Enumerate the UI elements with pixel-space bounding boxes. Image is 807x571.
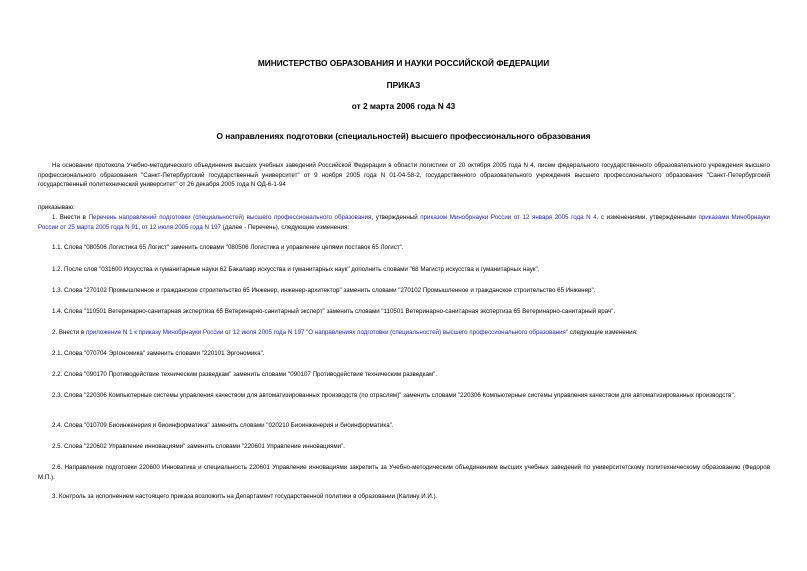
item-2-text-1: 2. Внести в	[52, 329, 86, 336]
item-2-2-paragraph: 2.2. Слова "090170 Противодействие техническим разведкам" заменить словами "090107 Противодействие техническим разведкам".	[52, 371, 438, 378]
item-1-text-3: , с изменениями, утвержденными	[596, 214, 699, 221]
item-2-3-paragraph: 2.3. Слова "220306 Компьютерные системы управления качеством для автоматизированных производств (по отраслям)" заменить словами "220306 Компьютерные системы управления качеством для автоматизированных производств".	[52, 392, 736, 399]
order-2005-n197-link[interactable]: от 12 июля 2005 года N 197	[141, 223, 221, 231]
preamble-paragraph: На основании протокола Учебно-методического объединения высших учебных заведений Российской Федерации в области логистики от 20 октября 2005 года N 4, писем федерального государственного образовательного учреждения высшего профессионального образования "Санкт-Петербургский государственный университет" от 9 ноября 2005 года N 01-04-58-2, государственного образовательного учреждения высшего профессионального образования "Санкт-Петербургский государственный политехнический университет" от 26 декабря 2005 года N ОД-6-1-94	[38, 162, 770, 188]
item-1-text-5: (далее - Перечень), следующие изменения:	[221, 223, 350, 231]
order-2005-n4-link[interactable]: приказом Минобрнауки России от 12 января 2005 года N 4	[420, 214, 597, 221]
order-word: приказываю:	[38, 204, 75, 211]
item-2-paragraph	[38, 328, 770, 338]
item-2-1-paragraph: 2.1. Слова "070704 Эргономика" заменить словами "220101 Эргономика".	[52, 350, 265, 357]
document-title: О направлениях подготовки (специальностей) высшего профессионального образования	[216, 131, 591, 141]
item-1-text-2: , утвержденный	[371, 214, 421, 221]
perechen-link[interactable]: Перечень направлений подготовки (специальностей) высшего профессионального образования	[88, 214, 372, 221]
item-1-text-4: ,	[138, 223, 142, 231]
item-1-3-paragraph: 1.3. Слова "270102 Промышленное и гражданское строительство 65 Инженер, инженер-архитектор" заменить словами "270102 Промышленное и гражданское строительство 65 Инженер".	[52, 287, 596, 294]
item-1-text-1: 1. Внести в	[52, 214, 89, 221]
doc-type-heading: ПРИКАЗ	[386, 80, 421, 90]
item-1-paragraph	[38, 213, 770, 232]
item-2-text-2: следующие изменения:	[568, 329, 638, 336]
appendix-order-197-link[interactable]: приложение N 1 к приказу Минобрнауки России от 12 июля 2005 года N 197 "О направлениях подготовки (специальностей) высшего профессионального образования"	[85, 329, 569, 336]
ministry-heading: МИНИСТЕРСТВО ОБРАЗОВАНИЯ И НАУКИ РОССИЙСКОЙ ФЕДЕРАЦИИ	[257, 58, 550, 68]
item-1-1-paragraph: 1.1. Слова "080506 Логистика 65 Логист" заменить словами "080506 Логистика и управление цепями поставок 65 Логист".	[52, 244, 404, 251]
item-1-4-paragraph: 1.4. Слова "110501 Ветеринарно-санитарная экспертиза 65 Ветеринарно-санитарный эксперт" заменить словами "110501 Ветеринарно-санитарная экспертиза 65 Ветеринарно-санитарный врач".	[52, 308, 616, 315]
item-2-4-paragraph: 2.4. Слова "010709 Биоинженерия и биоинформатика" заменить словами "020210 Биоинженерия и биоинформатика".	[52, 422, 394, 429]
item-1-2-paragraph: 1.2. После слов "031600 Искусства и гуманитарные науки 62 Бакалавр искусства и гуманитарных наук" дополнить словами "68 Магистр искусства и гуманитарных наук".	[52, 266, 540, 273]
item-3-paragraph: 3. Контроль за исполнением настоящего приказа возложить на Департамент государственной политики в образовании (Калину И.И.).	[52, 493, 438, 500]
date-number-heading: от 2 марта 2006 года N 43	[351, 101, 456, 111]
order-2005-n91-link[interactable]: приказами Минобрнауки России от 25 марта 2005 года N 91	[38, 214, 770, 231]
item-2-6-paragraph: 2.6. Направление подготовки 220600 Инноватика и специальность 220601 Управление инновациями закрепить за Учебно-методическим объединением высших учебных заведений по университетскому политехническому образованию (Федоров М.П.).	[38, 464, 770, 481]
item-2-5-paragraph: 2.5. Слова "220602 Управление инновациями" заменить словами "220601 Управление инновациями".	[52, 443, 346, 450]
